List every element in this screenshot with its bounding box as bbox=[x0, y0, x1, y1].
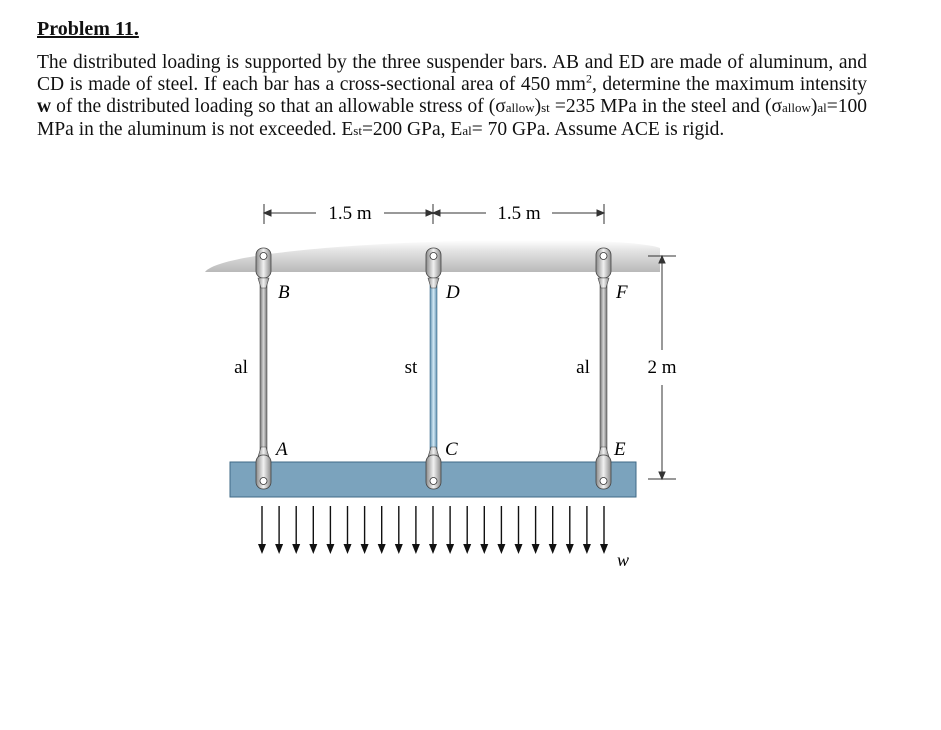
load-arrow-head bbox=[497, 544, 505, 554]
load-arrow-head bbox=[309, 544, 317, 554]
point-label-c: C bbox=[445, 439, 458, 460]
bar-ab-aluminum bbox=[260, 285, 267, 450]
load-arrow-head bbox=[583, 544, 591, 554]
load-arrow-head bbox=[480, 544, 488, 554]
bar-ef-aluminum bbox=[600, 285, 607, 450]
load-arrow-head bbox=[292, 544, 300, 554]
text-part: ) bbox=[810, 96, 818, 117]
text-subscript: al bbox=[462, 123, 472, 138]
load-arrow-head bbox=[395, 544, 403, 554]
load-label-w: w bbox=[617, 550, 630, 570]
load-arrow-head bbox=[378, 544, 386, 554]
text-part: , determine the maximum intensity bbox=[591, 74, 867, 95]
text-part: =200 GPa, E bbox=[361, 119, 463, 140]
distributed-load bbox=[258, 506, 608, 554]
dim-right-label: 1.5 m bbox=[497, 203, 541, 224]
problem-title: Problem 11. bbox=[37, 18, 139, 40]
bar-cd-steel bbox=[430, 285, 437, 450]
point-label-d: D bbox=[446, 282, 460, 303]
text-part: =235 MPa in the steel and (σ bbox=[549, 96, 782, 117]
load-arrow-head bbox=[600, 544, 608, 554]
bottom-clevis-a bbox=[256, 447, 271, 489]
text-part: =100 MPa in the aluminum is not exceeded. E bbox=[37, 96, 867, 140]
text-subscript: al bbox=[817, 100, 827, 115]
point-label-a: A bbox=[276, 439, 288, 460]
load-arrow-head bbox=[566, 544, 574, 554]
dim-left-label: 1.5 m bbox=[328, 203, 372, 224]
load-arrow-head bbox=[463, 544, 471, 554]
text-part: ) bbox=[534, 96, 542, 117]
material-label-left: al bbox=[234, 357, 248, 378]
load-arrow-head bbox=[258, 544, 266, 554]
load-arrow-head bbox=[446, 544, 454, 554]
text-bold-w: w bbox=[37, 96, 52, 117]
load-arrow-head bbox=[515, 544, 523, 554]
text-part: of the distributed loading so that an allowable stress of (σ bbox=[51, 96, 506, 117]
load-arrow-head bbox=[549, 544, 557, 554]
load-arrow-head bbox=[275, 544, 283, 554]
material-label-right: al bbox=[576, 357, 590, 378]
top-clevis-f bbox=[596, 248, 611, 288]
text-subscript: allow bbox=[781, 100, 811, 115]
load-arrow-head bbox=[532, 544, 540, 554]
load-arrow-head bbox=[344, 544, 352, 554]
load-arrow-head bbox=[412, 544, 420, 554]
text-subscript: st bbox=[353, 123, 362, 138]
dim-height-label: 2 m bbox=[647, 357, 677, 378]
text-subscript: st bbox=[541, 100, 550, 115]
top-clevis-d bbox=[426, 248, 441, 288]
text-part: = 70 GPa. Assume ACE is rigid. bbox=[471, 119, 725, 140]
material-label-middle: st bbox=[404, 357, 418, 378]
text-superscript: 2 bbox=[585, 71, 592, 86]
top-dimension bbox=[264, 204, 604, 224]
top-clevis-b bbox=[256, 248, 271, 288]
bottom-clevis-c bbox=[426, 447, 441, 489]
point-label-e: E bbox=[614, 439, 626, 460]
point-label-b: B bbox=[278, 282, 290, 303]
bottom-clevis-e bbox=[596, 447, 611, 489]
text-part: The distributed loading is supported by the three suspender bars. AB and ED are made of aluminum, and CD is made of steel. If each bar has a cross-sectional area of 450 mm bbox=[37, 52, 867, 95]
load-arrow-head bbox=[429, 544, 437, 554]
point-label-f: F bbox=[616, 282, 628, 303]
load-arrow-head bbox=[326, 544, 334, 554]
text-subscript: allow bbox=[505, 100, 535, 115]
load-arrow-head bbox=[361, 544, 369, 554]
